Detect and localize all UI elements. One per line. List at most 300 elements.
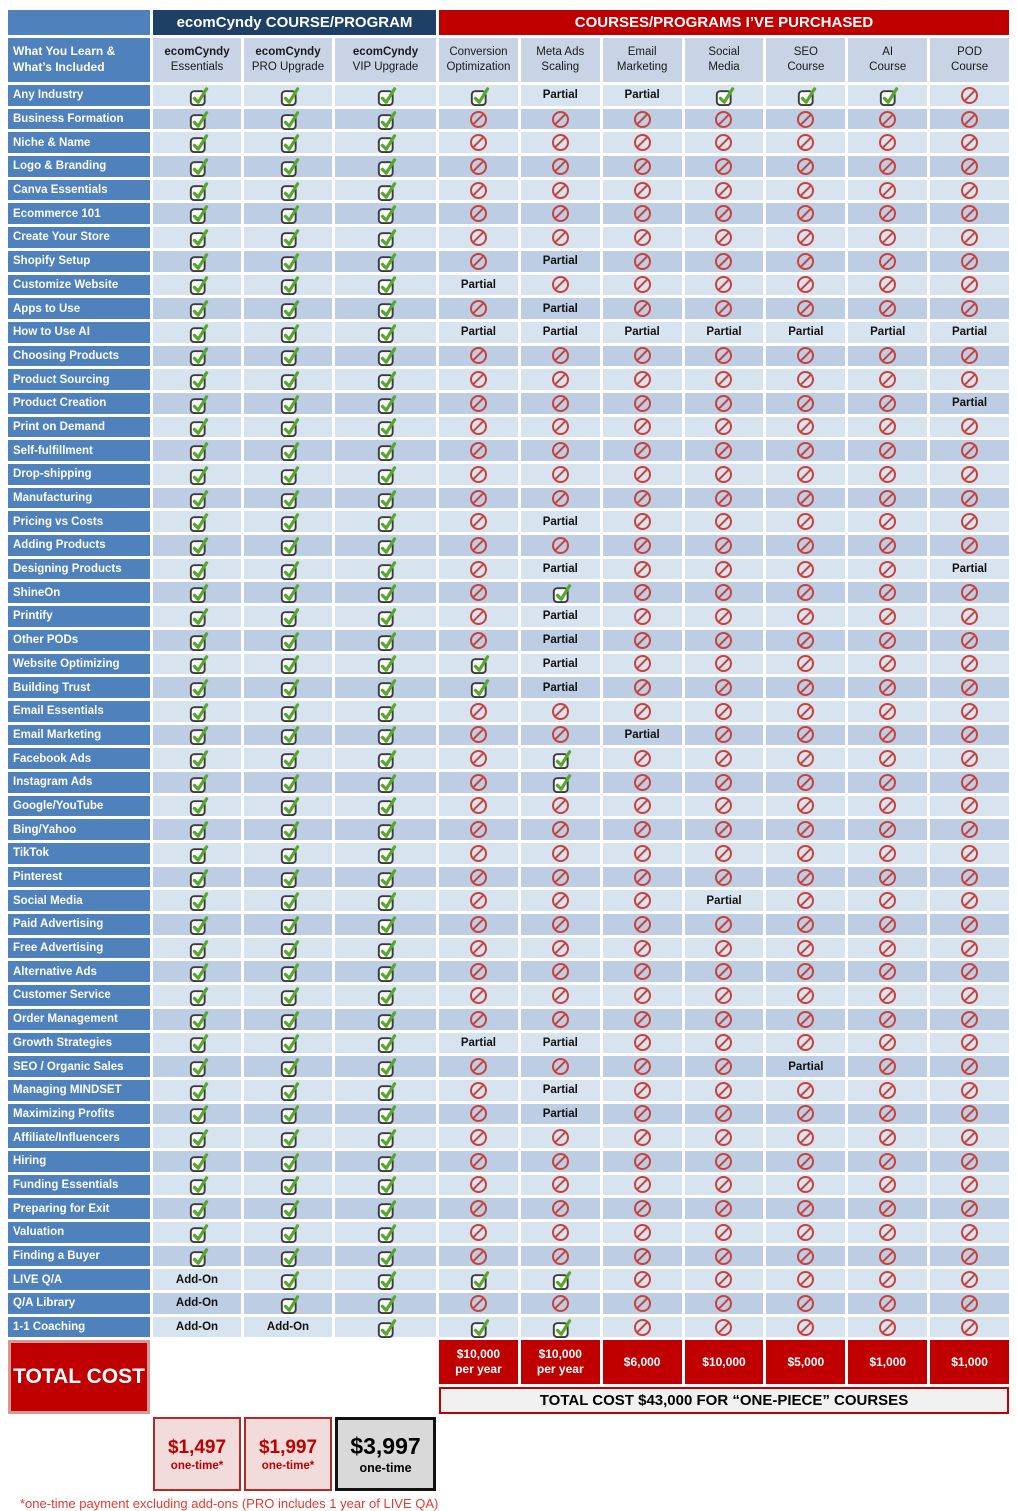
feature-cell <box>521 1056 600 1077</box>
no-symbol-icon <box>634 300 651 317</box>
feature-cell <box>335 440 436 461</box>
feature-cell <box>930 132 1009 153</box>
feature-cell <box>766 464 845 485</box>
no-symbol-icon <box>470 845 487 862</box>
feature-cell <box>244 725 332 746</box>
no-symbol-icon <box>715 1176 732 1193</box>
feature-cell <box>930 488 1009 509</box>
no-symbol-icon <box>797 1153 814 1170</box>
no-symbol-icon <box>715 963 732 980</box>
no-symbol-icon <box>552 205 569 222</box>
feature-label: ShineOn <box>8 582 150 603</box>
feature-cell <box>439 559 518 580</box>
feature-cell <box>439 156 518 177</box>
feature-cell <box>521 109 600 130</box>
feature-cell <box>153 606 241 627</box>
no-symbol-icon <box>634 1011 651 1028</box>
no-symbol-icon <box>470 158 487 175</box>
feature-cell <box>848 772 927 793</box>
feature-label: Maximizing Profits <box>8 1104 150 1125</box>
feature-cell <box>766 748 845 769</box>
feature-cell <box>685 346 764 367</box>
feature-cell <box>521 369 600 390</box>
feature-cell <box>335 1175 436 1196</box>
feature-cell <box>521 203 600 224</box>
price-value: $3,997 <box>350 1433 421 1460</box>
feature-cell <box>603 369 682 390</box>
check-icon <box>375 369 396 390</box>
feature-cell <box>848 393 927 414</box>
feature-cell <box>521 1269 600 1290</box>
feature-cell <box>335 819 436 840</box>
feature-cell <box>335 890 436 911</box>
no-symbol-icon <box>470 442 487 459</box>
no-symbol-icon <box>715 869 732 886</box>
check-icon <box>278 109 299 130</box>
feature-cell: Partial <box>521 251 600 272</box>
no-symbol-icon <box>961 253 978 270</box>
feature-cell <box>335 914 436 935</box>
no-symbol-icon <box>715 1082 732 1099</box>
feature-cell <box>439 85 518 106</box>
feature-cell: Add-On <box>153 1269 241 1290</box>
no-symbol-icon <box>470 797 487 814</box>
check-icon <box>187 440 208 461</box>
feature-cell <box>685 582 764 603</box>
no-symbol-icon <box>470 584 487 601</box>
feature-label: Niche & Name <box>8 132 150 153</box>
feature-cell <box>153 132 241 153</box>
feature-cell <box>439 109 518 130</box>
no-symbol-icon <box>715 940 732 957</box>
no-symbol-icon <box>470 347 487 364</box>
feature-cell <box>930 1009 1009 1030</box>
feature-cell <box>930 1127 1009 1148</box>
feature-cell <box>153 1033 241 1054</box>
feature-cell <box>335 559 436 580</box>
feature-cell <box>848 156 927 177</box>
feature-cell: Partial <box>930 393 1009 414</box>
no-symbol-icon <box>797 608 814 625</box>
feature-cell <box>685 1009 764 1030</box>
check-icon <box>278 938 299 959</box>
no-symbol-icon <box>961 205 978 222</box>
feature-cell <box>848 677 927 698</box>
feature-cell <box>685 464 764 485</box>
feature-cell <box>766 109 845 130</box>
feature-label: Business Formation <box>8 109 150 130</box>
no-symbol-icon <box>797 300 814 317</box>
no-symbol-icon <box>879 111 896 128</box>
feature-cell <box>153 819 241 840</box>
feature-cell <box>244 1009 332 1030</box>
feature-cell <box>603 867 682 888</box>
feature-cell <box>848 1127 927 1148</box>
no-symbol-icon <box>879 892 896 909</box>
no-symbol-icon <box>470 418 487 435</box>
no-symbol-icon <box>797 869 814 886</box>
feature-cell <box>603 701 682 722</box>
no-symbol-icon <box>961 229 978 246</box>
feature-cell <box>244 582 332 603</box>
column-header-pro-upgrade: ecomCyndy PRO Upgrade <box>244 38 332 82</box>
feature-label: Bing/Yahoo <box>8 819 150 840</box>
no-symbol-icon <box>961 111 978 128</box>
check-icon <box>187 322 208 343</box>
feature-cell <box>244 85 332 106</box>
feature-cell <box>848 630 927 651</box>
feature-cell <box>685 985 764 1006</box>
feature-cell <box>439 1056 518 1077</box>
feature-cell <box>685 488 764 509</box>
no-symbol-icon <box>879 1058 896 1075</box>
feature-cell <box>685 1222 764 1243</box>
feature-cell <box>603 1175 682 1196</box>
no-symbol-icon <box>961 87 978 104</box>
feature-label: Social Media <box>8 890 150 911</box>
check-icon <box>375 1009 396 1030</box>
feature-cell <box>930 867 1009 888</box>
feature-cell <box>244 132 332 153</box>
no-symbol-icon <box>797 797 814 814</box>
feature-label: Print on Demand <box>8 417 150 438</box>
check-icon <box>375 724 396 745</box>
no-symbol-icon <box>470 1082 487 1099</box>
feature-cell <box>766 1246 845 1267</box>
no-symbol-icon <box>879 561 896 578</box>
no-symbol-icon <box>634 608 651 625</box>
feature-cell <box>603 1104 682 1125</box>
feature-cell: Partial <box>521 1104 600 1125</box>
feature-cell <box>766 440 845 461</box>
feature-cell: Add-On <box>153 1293 241 1314</box>
feature-cell <box>153 630 241 651</box>
no-symbol-icon <box>961 655 978 672</box>
feature-cell <box>521 1151 600 1172</box>
check-icon <box>375 1174 396 1195</box>
check-icon <box>375 85 396 106</box>
check-icon <box>375 345 396 366</box>
feature-cell <box>603 203 682 224</box>
feature-cell <box>153 701 241 722</box>
check-icon <box>278 416 299 437</box>
feature-cell <box>335 393 436 414</box>
feature-cell <box>930 1080 1009 1101</box>
feature-cell <box>244 843 332 864</box>
feature-cell <box>603 654 682 675</box>
no-symbol-icon <box>879 750 896 767</box>
feature-cell <box>930 772 1009 793</box>
no-symbol-icon <box>961 1129 978 1146</box>
feature-cell: Partial <box>439 1033 518 1054</box>
no-symbol-icon <box>961 1034 978 1051</box>
feature-cell <box>335 748 436 769</box>
feature-cell <box>244 1033 332 1054</box>
feature-cell <box>603 440 682 461</box>
no-symbol-icon <box>470 466 487 483</box>
check-icon <box>187 630 208 651</box>
feature-cell <box>244 559 332 580</box>
check-icon <box>375 843 396 864</box>
check-icon <box>550 1317 571 1338</box>
no-symbol-icon <box>879 158 896 175</box>
check-icon <box>375 1222 396 1243</box>
feature-cell <box>244 1246 332 1267</box>
feature-cell <box>603 1269 682 1290</box>
feature-cell <box>244 867 332 888</box>
check-icon <box>187 819 208 840</box>
feature-cell <box>335 582 436 603</box>
feature-cell <box>848 227 927 248</box>
no-symbol-icon <box>961 750 978 767</box>
feature-cell <box>335 677 436 698</box>
feature-label: Printify <box>8 606 150 627</box>
feature-cell <box>930 1222 1009 1243</box>
no-symbol-icon <box>634 703 651 720</box>
feature-cell <box>603 109 682 130</box>
feature-cell <box>521 796 600 817</box>
no-symbol-icon <box>797 940 814 957</box>
feature-cell <box>603 843 682 864</box>
feature-cell <box>521 132 600 153</box>
feature-cell <box>930 914 1009 935</box>
feature-label: Adding Products <box>8 535 150 556</box>
feature-label: Shopify Setup <box>8 251 150 272</box>
check-icon <box>278 1246 299 1267</box>
feature-cell <box>244 511 332 532</box>
no-symbol-icon <box>879 797 896 814</box>
feature-cell <box>848 1151 927 1172</box>
no-symbol-icon <box>552 182 569 199</box>
feature-cell <box>930 464 1009 485</box>
no-symbol-icon <box>961 632 978 649</box>
feature-cell <box>848 132 927 153</box>
check-icon <box>187 701 208 722</box>
feature-cell <box>244 109 332 130</box>
no-symbol-icon <box>797 1176 814 1193</box>
feature-cell <box>244 630 332 651</box>
feature-cell <box>930 535 1009 556</box>
feature-cell <box>766 1317 845 1338</box>
no-symbol-icon <box>552 1200 569 1217</box>
feature-cell <box>685 156 764 177</box>
check-icon <box>375 1198 396 1219</box>
no-symbol-icon <box>715 253 732 270</box>
feature-cell <box>766 1269 845 1290</box>
no-symbol-icon <box>715 300 732 317</box>
feature-cell: Partial <box>603 725 682 746</box>
feature-cell <box>766 488 845 509</box>
check-icon <box>187 1151 208 1172</box>
feature-cell <box>244 1269 332 1290</box>
purchased-prices <box>439 1340 1009 1384</box>
feature-cell <box>153 725 241 746</box>
feature-cell <box>603 1293 682 1314</box>
no-symbol-icon <box>879 1224 896 1241</box>
no-symbol-icon <box>552 1248 569 1265</box>
check-icon <box>375 1151 396 1172</box>
no-symbol-icon <box>470 229 487 246</box>
feature-cell <box>439 938 518 959</box>
check-icon <box>187 203 208 224</box>
check-icon <box>278 772 299 793</box>
purchased-group-header: COURSES/PROGRAMS I’VE PURCHASED <box>439 10 1009 35</box>
feature-cell <box>603 1246 682 1267</box>
feature-cell <box>244 1151 332 1172</box>
feature-cell <box>848 725 927 746</box>
feature-cell <box>766 511 845 532</box>
check-icon <box>278 748 299 769</box>
check-icon <box>278 180 299 201</box>
feature-label: Customer Service <box>8 985 150 1006</box>
check-icon <box>375 630 396 651</box>
price-value: $10,000 <box>456 1347 501 1362</box>
feature-cell <box>153 938 241 959</box>
feature-cell <box>685 1151 764 1172</box>
feature-cell <box>244 1104 332 1125</box>
check-icon <box>375 109 396 130</box>
no-symbol-icon <box>797 1129 814 1146</box>
no-symbol-icon <box>470 1011 487 1028</box>
ecomcyndy-price-cell <box>153 1417 241 1491</box>
feature-cell <box>603 772 682 793</box>
no-symbol-icon <box>715 111 732 128</box>
feature-cell <box>244 369 332 390</box>
check-icon <box>278 1198 299 1219</box>
feature-cell <box>603 156 682 177</box>
no-symbol-icon <box>879 205 896 222</box>
check-icon <box>187 1222 208 1243</box>
feature-label: Growth Strategies <box>8 1033 150 1054</box>
no-symbol-icon <box>961 821 978 838</box>
check-icon <box>278 440 299 461</box>
feature-cell <box>766 1222 845 1243</box>
feature-cell <box>153 796 241 817</box>
feature-cell <box>439 725 518 746</box>
feature-cell: Partial <box>521 511 600 532</box>
feature-cell: Partial <box>521 85 600 106</box>
check-icon <box>187 251 208 272</box>
no-symbol-icon <box>470 821 487 838</box>
check-icon <box>187 1056 208 1077</box>
no-symbol-icon <box>715 1058 732 1075</box>
no-symbol-icon <box>961 1319 978 1336</box>
no-symbol-icon <box>634 940 651 957</box>
total-cost-row <box>8 1340 1009 1491</box>
check-icon <box>278 393 299 414</box>
feature-cell <box>521 440 600 461</box>
feature-cell <box>335 275 436 296</box>
no-symbol-icon <box>961 797 978 814</box>
feature-cell <box>685 1198 764 1219</box>
no-symbol-icon <box>797 182 814 199</box>
check-icon <box>187 180 208 201</box>
no-symbol-icon <box>797 347 814 364</box>
feature-cell <box>766 1198 845 1219</box>
no-symbol-icon <box>470 1176 487 1193</box>
feature-cell <box>848 890 927 911</box>
no-symbol-icon <box>961 347 978 364</box>
no-symbol-icon <box>634 774 651 791</box>
no-symbol-icon <box>552 395 569 412</box>
feature-cell <box>848 464 927 485</box>
no-symbol-icon <box>879 1129 896 1146</box>
feature-cell: Partial <box>439 322 518 343</box>
check-icon <box>187 914 208 935</box>
feature-cell <box>848 275 927 296</box>
feature-cell <box>603 298 682 319</box>
feature-cell <box>244 748 332 769</box>
check-icon <box>375 795 396 816</box>
check-icon <box>187 393 208 414</box>
feature-cell <box>439 346 518 367</box>
feature-cell <box>244 654 332 675</box>
feature-cell <box>685 251 764 272</box>
feature-cell <box>153 298 241 319</box>
check-icon <box>187 1032 208 1053</box>
no-symbol-icon <box>552 490 569 507</box>
feature-cell <box>244 1293 332 1314</box>
feature-cell <box>766 1104 845 1125</box>
feature-cell <box>766 772 845 793</box>
no-symbol-icon <box>634 1248 651 1265</box>
feature-cell <box>521 488 600 509</box>
feature-label: 1-1 Coaching <box>8 1317 150 1338</box>
check-icon <box>187 132 208 153</box>
feature-cell: Partial <box>603 322 682 343</box>
feature-cell <box>244 322 332 343</box>
no-symbol-icon <box>961 1248 978 1265</box>
no-symbol-icon <box>634 1082 651 1099</box>
no-symbol-icon <box>715 371 732 388</box>
no-symbol-icon <box>470 561 487 578</box>
feature-cell <box>439 843 518 864</box>
feature-cell <box>521 393 600 414</box>
feature-cell <box>335 1127 436 1148</box>
feature-cell <box>685 109 764 130</box>
check-icon <box>278 132 299 153</box>
no-symbol-icon <box>470 490 487 507</box>
feature-cell <box>848 867 927 888</box>
feature-cell <box>153 440 241 461</box>
feature-cell: Partial <box>930 559 1009 580</box>
check-icon <box>187 156 208 177</box>
no-symbol-icon <box>879 371 896 388</box>
check-icon <box>375 559 396 580</box>
feature-cell <box>244 488 332 509</box>
feature-cell <box>603 1222 682 1243</box>
column-header-pod-course: POD Course <box>930 38 1009 82</box>
no-symbol-icon <box>634 229 651 246</box>
check-icon <box>278 653 299 674</box>
no-symbol-icon <box>715 726 732 743</box>
feature-cell <box>685 227 764 248</box>
feature-cell <box>153 677 241 698</box>
feature-cell <box>439 132 518 153</box>
feature-cell <box>244 180 332 201</box>
check-icon <box>187 559 208 580</box>
feature-cell <box>153 1104 241 1125</box>
check-icon <box>375 748 396 769</box>
feature-cell <box>439 701 518 722</box>
feature-cell <box>930 606 1009 627</box>
no-symbol-icon <box>552 276 569 293</box>
check-icon <box>468 677 489 698</box>
no-symbol-icon <box>797 845 814 862</box>
purchased-price-cell <box>521 1340 600 1384</box>
no-symbol-icon <box>715 916 732 933</box>
no-symbol-icon <box>797 1105 814 1122</box>
